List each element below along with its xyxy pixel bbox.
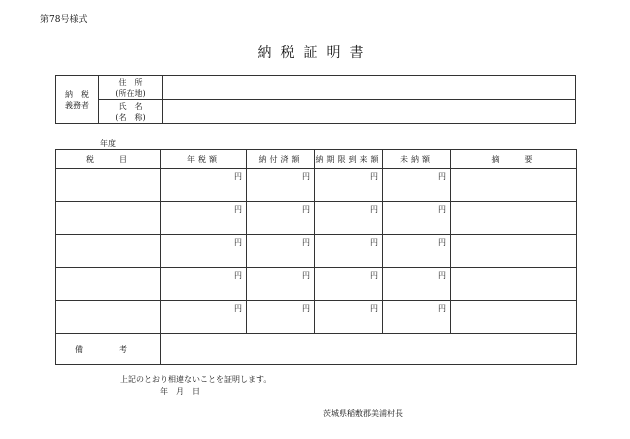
table-row [56, 268, 577, 301]
tax-item-cell[interactable] [56, 268, 161, 301]
yen-unit-label: 円 [438, 172, 446, 181]
col-remarks: 摘 要 [451, 150, 577, 169]
tax-item-cell[interactable] [56, 235, 161, 268]
yen-unit-label: 円 [438, 271, 446, 280]
remarks-cell[interactable] [451, 169, 577, 202]
table-row [56, 235, 577, 268]
remarks-cell[interactable] [451, 235, 577, 268]
address-label: 住 所 [118, 77, 143, 87]
table-header-row [56, 150, 577, 169]
name-label: 氏 名 [118, 101, 143, 111]
form-number: 第78号様式 [40, 15, 88, 25]
table-row [56, 301, 577, 334]
notes-label: 備 考 [56, 334, 161, 365]
paid-amount-cell[interactable] [247, 169, 315, 202]
notes-field[interactable] [161, 334, 577, 365]
yen-unit-label: 円 [234, 205, 242, 214]
paid-amount-cell[interactable] [247, 301, 315, 334]
remarks-cell[interactable] [451, 301, 577, 334]
issuer-name: 茨城県稲敷郡美浦村長 [323, 409, 403, 418]
yen-unit-label: 円 [370, 238, 378, 247]
unpaid-amount-cell[interactable] [383, 268, 451, 301]
yen-unit-label: 円 [302, 238, 310, 247]
paid-amount-cell[interactable] [247, 202, 315, 235]
address-label-cell [99, 76, 163, 100]
yen-unit-label: 円 [302, 304, 310, 313]
fiscal-year-label: 年度 [100, 139, 116, 148]
certification-statement: 上記のとおり相違ないことを証明します。 [120, 375, 272, 384]
yen-unit-label: 円 [302, 205, 310, 214]
yen-unit-label: 円 [234, 172, 242, 181]
annual-tax-cell[interactable] [161, 169, 247, 202]
yen-unit-label: 円 [370, 304, 378, 313]
unpaid-amount-cell[interactable] [383, 301, 451, 334]
unpaid-amount-cell[interactable] [383, 202, 451, 235]
due-amount-cell[interactable] [315, 268, 383, 301]
col-due-amount: 納期限到来額 [315, 150, 383, 169]
unpaid-amount-cell[interactable] [383, 235, 451, 268]
yen-unit-label: 円 [370, 271, 378, 280]
notes-row [56, 334, 577, 365]
col-unpaid-amount: 未納額 [383, 150, 451, 169]
annual-tax-cell[interactable] [161, 235, 247, 268]
yen-unit-label: 円 [234, 304, 242, 313]
remarks-cell[interactable] [451, 268, 577, 301]
tax-item-cell[interactable] [56, 202, 161, 235]
yen-unit-label: 円 [302, 172, 310, 181]
taxpayer-label-line2: 義務者 [65, 100, 89, 110]
annual-tax-cell[interactable] [161, 268, 247, 301]
paid-amount-cell[interactable] [247, 268, 315, 301]
address-sub-label: (所在地) [115, 88, 146, 98]
col-tax-item: 税 目 [56, 150, 161, 169]
yen-unit-label: 円 [370, 205, 378, 214]
yen-unit-label: 円 [438, 304, 446, 313]
taxpayer-label-line1: 納 税 [65, 89, 89, 99]
taxpayer-group-label [56, 76, 99, 124]
name-label-cell [99, 100, 163, 124]
tax-detail-table [55, 149, 577, 365]
yen-unit-label: 円 [302, 271, 310, 280]
due-amount-cell[interactable] [315, 235, 383, 268]
paid-amount-cell[interactable] [247, 235, 315, 268]
tax-item-cell[interactable] [56, 169, 161, 202]
col-annual-tax: 年税額 [161, 150, 247, 169]
annual-tax-cell[interactable] [161, 301, 247, 334]
date-line: 年 月 日 [160, 387, 200, 396]
yen-unit-label: 円 [438, 238, 446, 247]
yen-unit-label: 円 [370, 172, 378, 181]
yen-unit-label: 円 [234, 271, 242, 280]
tax-item-cell[interactable] [56, 301, 161, 334]
annual-tax-cell[interactable] [161, 202, 247, 235]
page-title: 納税証明書 [257, 45, 373, 61]
yen-unit-label: 円 [234, 238, 242, 247]
unpaid-amount-cell[interactable] [383, 169, 451, 202]
due-amount-cell[interactable] [315, 202, 383, 235]
table-row [56, 202, 577, 235]
taxpayer-table [55, 75, 576, 124]
due-amount-cell[interactable] [315, 301, 383, 334]
address-field[interactable] [163, 76, 576, 100]
due-amount-cell[interactable] [315, 169, 383, 202]
name-sub-label: (名 称) [115, 112, 146, 122]
remarks-cell[interactable] [451, 202, 577, 235]
table-row [56, 169, 577, 202]
yen-unit-label: 円 [438, 205, 446, 214]
col-paid-amount: 納付済額 [247, 150, 315, 169]
name-field[interactable] [163, 100, 576, 124]
